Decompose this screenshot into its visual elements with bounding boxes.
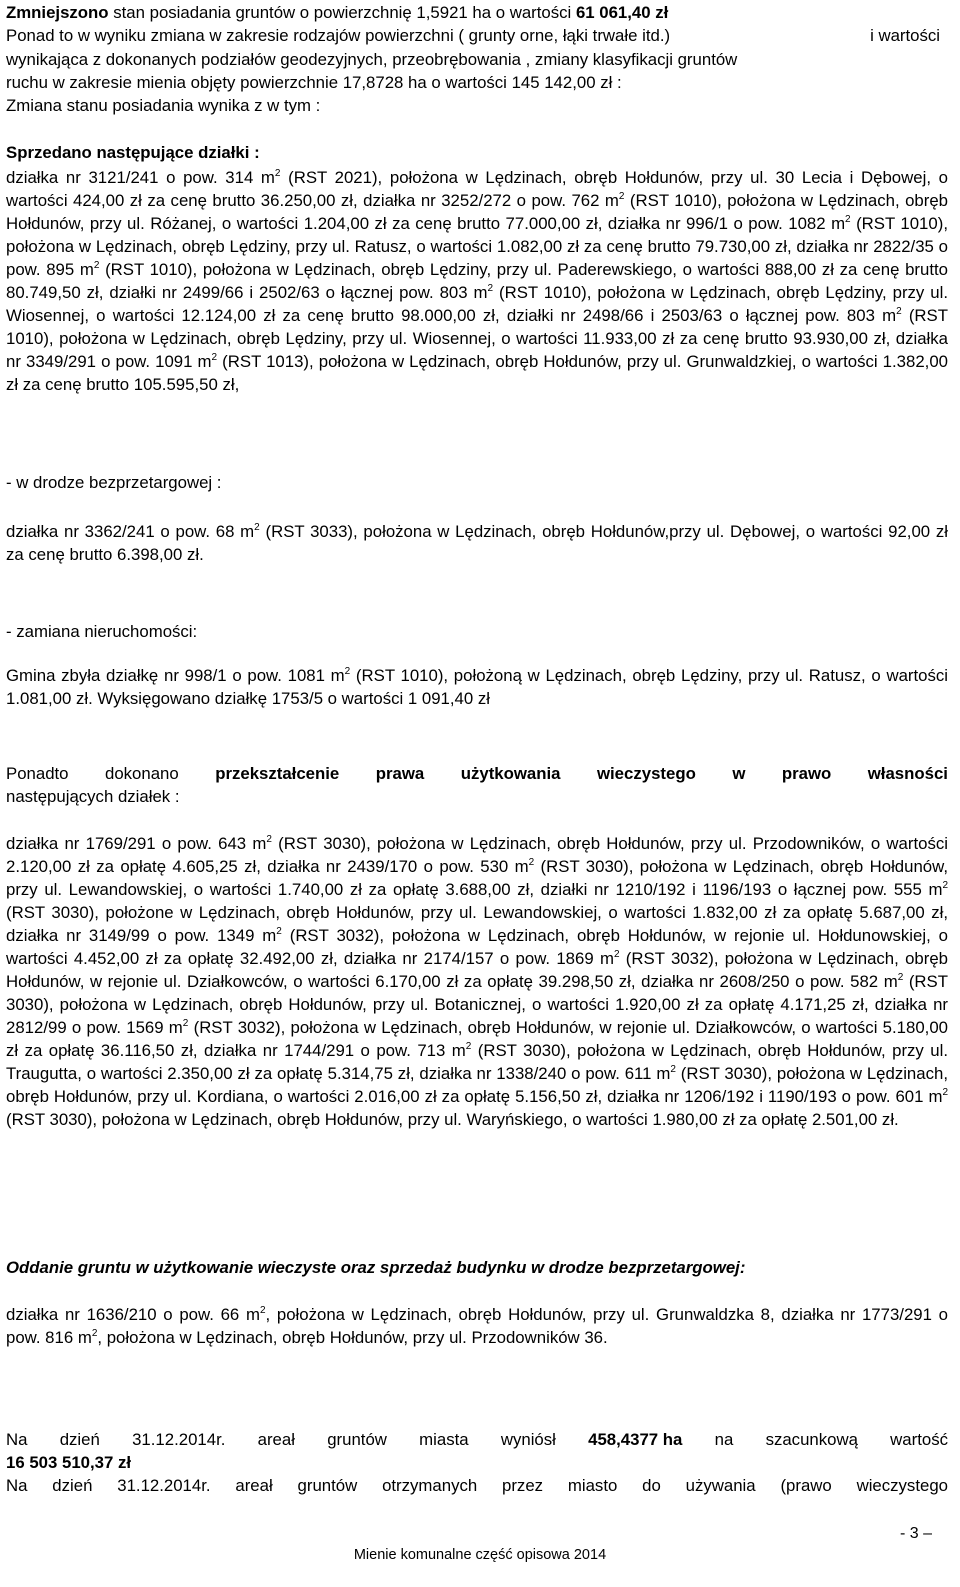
non-tender-heading: - w drodze bezprzetargowej :: [6, 473, 222, 492]
conversion-heading-line: Ponadto dokonano przekształcenie prawa użytkowania wieczystego w prawo własności: [6, 764, 948, 783]
summary-line-2: Na dzień 31.12.2014r. areał gruntów otrzymanych przez miasto do używania (prawo wieczystego: [6, 1476, 948, 1495]
city-land-value: 16 503 510,37 zł: [6, 1453, 132, 1472]
perpetual-usufruct-paragraph: działka nr 1636/210 o pow. 66 $m^2$, położona w Lędzinach, obręb Hołdunów, przy ul. Grunwaldzka 8, działka nr 1773/291 o pow. 816 $m^2$, położona w Lędzinach, obręb Hołdunów, przy ul. Przodowników 36.: [6, 1305, 949, 1347]
page-number: - 3 –: [899, 1525, 932, 1542]
top-line-3: wynikająca z dokonanych podziałów geodezyjnych, przeobrębowania , zmiany klasyfikacji gruntów: [6, 50, 738, 69]
sold-paragraph: działka nr 3121/241 o pow. 314 $m^2$ (RST 2021), położona w Lędzinach, obręb Hołdunów, przy ul. 30 Lecia i Dębowej, o wartości 424,00 zł za cenę brutto 36.250,00 zł, działka nr 3252/272 o pow. 762 $m^2$ (RST 1010), położona w Lędzinach, obręb Hołdunów, przy ul. Różanej, o wartości 1.204,00 zł za cenę brutto 77.000,00 zł, działka nr 996/1 o pow. 1082 $m^2$ (RST 1010), położona w Lędzinach, obręb Lędziny, przy ul. Ratusz, o wartości 1.082,00 zł za cenę brutto 79.730,00 zł, działka nr 2822/35 o pow. 895 $m^2$ (RST 1010), położona w Lędzinach, obręb Lędziny, przy ul. Paderewskiego, o wartości 888,00 zł za cenę brutto 80.749,50 zł, działki nr 2499/66 i 2502/63 o łącznej pow. 803 $m^2$ (RST 1010), położona w Lędzinach, obręb Lędziny, przy ul. Wiosennej, o wartości 12.124,00 zł za cenę brutto 98.000,00 zł, działki nr 2498/66 i 2503/63 o łącznej pow. 803 $m^2$ (RST 1010), położona w Lędzinach, obręb Lędziny, przy ul. Wiosennej, o wartości 11.933,00 zł za cenę brutto 93.930,00 zł, działka nr 3349/291 o pow. 1091 $m^2$ (RST 1013), położona w Lędzinach, obręb Hołdunów, przy ul. Grunwaldzkiej, o wartości 1.382,00 zł za cenę brutto 105.595,50 zł,: [6, 168, 948, 394]
reduced-label: Zmniejszono: [6, 3, 109, 22]
reduced-value: 61 061,40 zł: [575, 3, 669, 22]
exchange-heading: - zamiana nieruchomości:: [6, 622, 198, 641]
top-line-2: Ponad to w wyniku zmiana w zakresie rodzajów powierzchni ( grunty orne, łąki trwałe itd.) i wartości: [6, 26, 940, 45]
conversion-heading-line-2: następujących działek :: [6, 787, 180, 806]
perpetual-usufruct-heading: Oddanie gruntu w użytkowanie wieczyste oraz sprzedaż budynku w drodze bezprzetargowej:: [6, 1258, 746, 1277]
top-line-4: ruchu w zakresie mienia objęty powierzchnie 17,8728 ha o wartości 145 142,00 zł :: [6, 73, 622, 92]
sold-heading: Sprzedano następujące działki :: [6, 143, 260, 162]
city-area-value: 458,4377 ha: [588, 1430, 683, 1449]
top-line-5: Zmiana stanu posiadania wynika z w tym :: [6, 96, 321, 115]
conversion-paragraph: działka nr 1769/291 o pow. 643 $m^2$ (RST 3030), położona w Lędzinach, obręb Hołdunów, przy ul. Przodowników, o wartości 2.120,00 zł za opłatę 4.605,25 zł, działka nr 2439/170 o pow. 530 $m^2$ (RST 3030), położona w Lędzinach, obręb Hołdunów, przy ul. Lewandowskiej, o wartości 1.740,00 zł za opłatę 3.688,00 zł, działki nr 1210/192 i 1196/193 o łącznej pow. 555 $m^2$ (RST 3030), położone w Lędzinach, obręb Hołdunów, przy ul. Lewandowskiej, o wartości 1.832,00 zł za opłatę 5.687,00 zł, działka nr 3149/99 o pow. 1349 $m^2$ (RST 3032), położona w Lędzinach, obręb Hołdunów, w rejonie ul. Hołdunowskiej, o wartości 4.452,00 zł za opłatę 32.492,00 zł, działka nr 2174/157 o pow. 1869 $m^2$ (RST 3032), położona w Lędzinach, obręb Hołdunów, w rejonie ul. Działkowców, o wartości 6.170,00 zł za opłatę 39.298,50 zł, działka nr 2608/250 o pow. 582 $m^2$ (RST 3030), położona w Lędzinach, obręb Hołdunów, przy ul. Botanicznej, o wartości 1.920,00 zł za opłatę 4.171,25 zł, działka nr 2812/99 o pow. 1569 $m^2$ (RST 3032), położona w Lędzinach, obręb Hołdunów, w rejonie ul. Działkowców, o wartości 5.180,00 zł za opłatę 36.116,50 zł, działka nr 1744/291 o pow. 713 $m^2$ (RST 3030), położona w Lędzinach, obręb Hołdunów, przy ul. Traugutta, o wartości 2.350,00 zł za opłatę 5.314,75 zł, działka nr 1338/240 o pow. 611 $m^2$ (RST 3030), położona w Lędzinach, obręb Hołdunów, przy ul. Kordiana, o wartości 2.016,00 zł za opłatę 5.156,50 zł, działka nr 1206/192 i 1190/193 o pow. 601 $m^2$ (RST 3030), położona w Lędzinach, obręb Hołdunów, przy ul. Waryńskiego, o wartości 1.980,00 zł za opłatę 2.501,00 zł.: [6, 834, 949, 1129]
top-line-1: [6, 1, 948, 24]
non-tender-paragraph: działka nr 3362/241 o pow. 68 $m^2$ (RST 3033), położona w Lędzinach, obręb Hołdunów,przy ul. Dębowej, o wartości 92,00 zł za cenę brutto 6.398,00 zł.: [6, 522, 949, 564]
summary-line-1: Na dzień 31.12.2014r. areał gruntów miasta wyniósł 458,4377 ha na szacunkową wartość: [6, 1430, 948, 1449]
page-footer: Mienie komunalne część opisowa 2014: [353, 1547, 607, 1563]
exchange-paragraph: Gmina zbyła działkę nr 998/1 o pow. 1081 $m^2$ (RST 1010), położoną w Lędzinach, obręb Lędziny, przy ul. Ratusz, o wartości 1.081,00 zł. Wyksięgowano działkę 1753/5 o wartości 1 091,40 zł: [6, 666, 949, 708]
reduced-text: stan posiadania gruntów o powierzchnię 1,5921 ha o wartości: [108, 3, 576, 22]
